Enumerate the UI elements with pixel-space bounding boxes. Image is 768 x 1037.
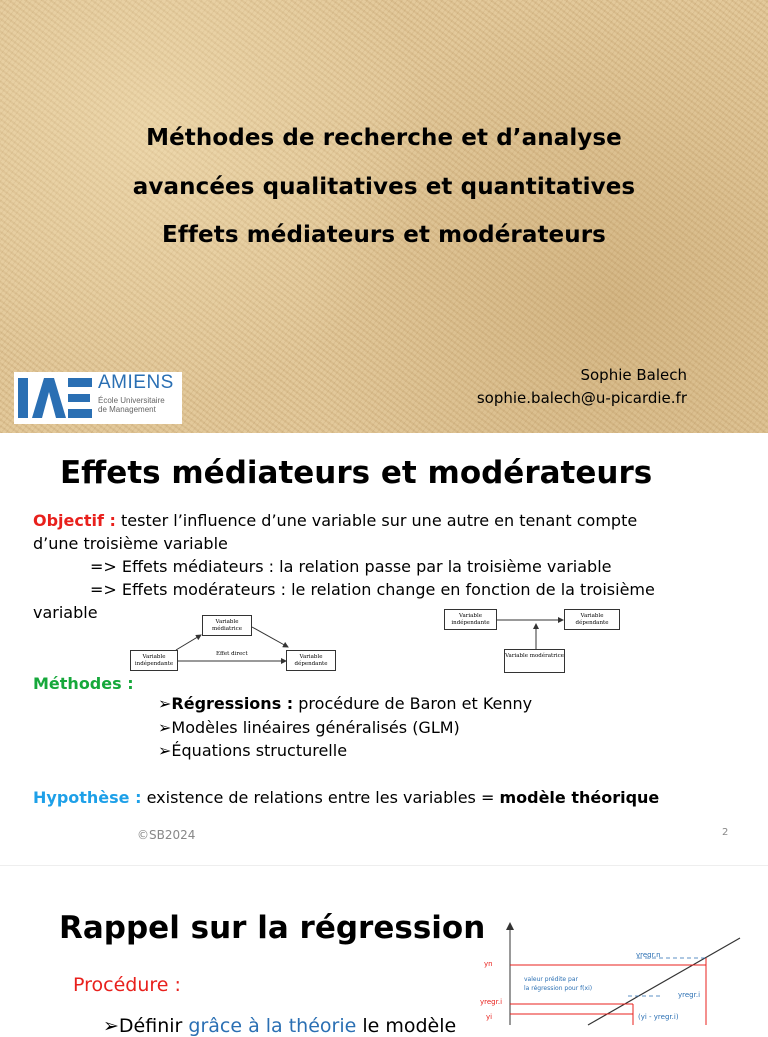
diff-label: (yi - yregr.i) bbox=[638, 1013, 679, 1021]
hypothese-text: existence de relations entre les variables = bbox=[141, 788, 500, 807]
slide-title-regression: Rappel sur la régression bbox=[59, 910, 486, 946]
title-line-2: avancées qualitatives et quantitatives bbox=[132, 174, 636, 200]
regression-illustration bbox=[478, 918, 748, 1025]
arrowhead-bullet-icon: ➢ bbox=[158, 741, 172, 760]
arrowhead-bullet-icon: ➢ bbox=[158, 718, 172, 737]
y-regr-n-label: yregr.n bbox=[636, 951, 661, 959]
objectif-label: Objectif : bbox=[33, 511, 116, 530]
author-name: Sophie Balech bbox=[580, 366, 687, 384]
objectif-line-2: d’une troisième variable bbox=[33, 534, 228, 553]
method-3-text: Équations structurelle bbox=[171, 741, 348, 760]
author-email[interactable]: sophie.balech@u-picardie.fr bbox=[476, 389, 687, 407]
objectif-line bbox=[33, 510, 637, 532]
method-item-1 bbox=[158, 693, 532, 715]
slide-title: Effets médiateurs et modérateurs bbox=[60, 455, 653, 491]
y-n-label: yn bbox=[484, 960, 493, 968]
moderateurs-line: => Effets modérateurs : le relation change en fonction de la troisième bbox=[90, 580, 655, 599]
iae-logo-icon bbox=[16, 374, 96, 422]
definir-suffix: le modèle bbox=[356, 1015, 457, 1037]
method-item-2 bbox=[158, 717, 460, 739]
logo-sub-2: de Management bbox=[98, 405, 156, 414]
moderator-box: Variable modératrice bbox=[504, 649, 565, 673]
method-2-text: Modèles linéaires généralisés (GLM) bbox=[171, 718, 460, 737]
procedure-label: Procédure : bbox=[73, 974, 181, 996]
direct-effect-label: Effet direct bbox=[216, 651, 248, 657]
y-regr-i-right-label: yregr.i bbox=[678, 991, 701, 999]
arrowhead-bullet-icon: ➢ bbox=[158, 694, 172, 713]
iae-amiens-logo bbox=[14, 372, 182, 424]
mediateurs-line: => Effets médiateurs : la relation passe par la troisième variable bbox=[90, 557, 612, 576]
mod-dependent-box: Variable dépendante bbox=[564, 609, 620, 630]
method-1-bold: Régressions : bbox=[171, 694, 294, 713]
predicted-label-2: la régression pour f(xi) bbox=[524, 985, 593, 992]
logo-name: AMIENS bbox=[98, 372, 174, 393]
regression-slide bbox=[0, 865, 768, 1037]
definir-prefix: ➢Définir bbox=[103, 1015, 189, 1037]
methodes-label-text: Méthodes : bbox=[33, 674, 134, 693]
independent-box: Variable indépendante bbox=[130, 650, 178, 671]
y-i-label: yi bbox=[486, 1013, 493, 1021]
objectif-text: tester l’influence d’une variable sur une autre en tenant compte bbox=[115, 511, 638, 530]
mod-independent-box: Variable indépendante bbox=[444, 609, 497, 630]
title-slide bbox=[0, 0, 768, 433]
page-number: 2 bbox=[722, 827, 729, 838]
hypothese-bold: modèle théorique bbox=[499, 788, 660, 807]
logo-sub-1: École Universitaire bbox=[98, 396, 165, 405]
mediator-box: Variable médiatrice bbox=[202, 615, 252, 636]
y-regr-i-left-label: yregr.i bbox=[480, 998, 503, 1006]
content-slide bbox=[0, 433, 768, 865]
method-item-3 bbox=[158, 740, 347, 762]
moderation-diagram bbox=[442, 605, 624, 675]
predicted-label: valeur prédite par bbox=[524, 976, 578, 983]
title-line-1: Méthodes de recherche et d’analyse bbox=[146, 125, 622, 151]
moderateurs-line-2: variable bbox=[33, 603, 98, 622]
mediation-diagram bbox=[128, 613, 340, 673]
footer-copyright: ©SB2024 bbox=[137, 828, 196, 842]
hypothese-line bbox=[33, 787, 659, 809]
title-line-3: Effets médiateurs et modérateurs bbox=[162, 222, 606, 248]
definir-link: grâce à la théorie bbox=[188, 1015, 357, 1037]
regression-figure bbox=[478, 918, 748, 1025]
hypothese-label: Hypothèse : bbox=[33, 788, 142, 807]
definir-line bbox=[103, 1015, 456, 1037]
method-1-text: procédure de Baron et Kenny bbox=[293, 694, 533, 713]
methodes-label bbox=[33, 673, 134, 695]
dependent-box: Variable dépendante bbox=[286, 650, 336, 671]
